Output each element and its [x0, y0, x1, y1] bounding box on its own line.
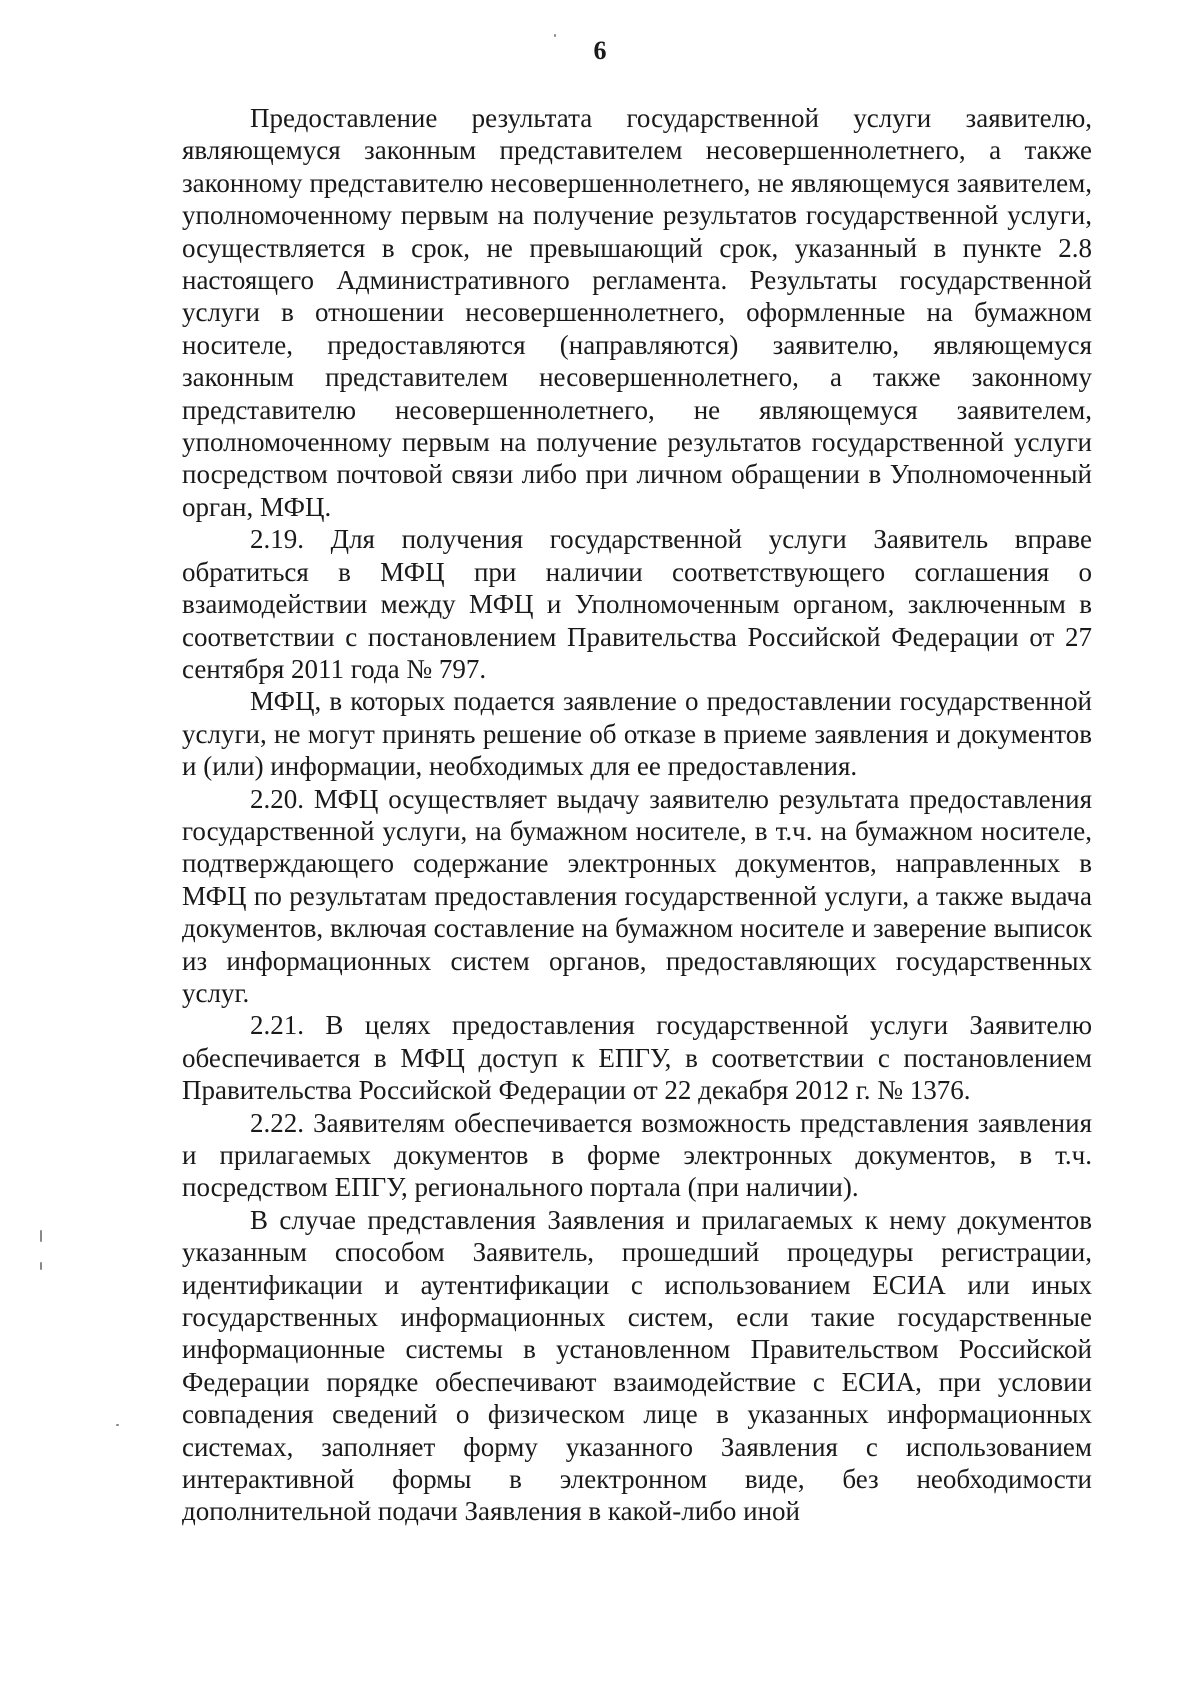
page-number: 6 — [593, 36, 607, 65]
paragraph-2-22: 2.22. Заявителям обеспечивается возможность представления заявления и прилагаемых документов в форме электронных документов, в т.ч. посредством ЕПГУ, регионального портала (при наличии). — [182, 1107, 1092, 1203]
scan-speck — [116, 1424, 119, 1426]
paragraph-electronic-submission: В случае представления Заявления и прилагаемых к нему документов указанным способом Заявитель, прошедший процедуры регистрации, идентификации и аутентификации с использованием ЕСИА или иных государственных информационных систем, если такие государственные информационные системы в установленном Правительством Российской Федерации порядке обеспечивают взаимодействие с ЕСИА, при условии совпадения сведений о физическом лице в указанных информационных системах, заполняет форму указанного Заявления с использованием интерактивной формы в электронном виде, без необходимости дополнительной подачи Заявления в какой-либо иной — [182, 1204, 1092, 1527]
paragraph-result-delivery: Предоставление результата государственной услуги заявителю, являющемуся законным представителем несовершеннолетнего, а также законному представителю несовершеннолетнего, не являющемуся заявителем, уполномоченному первым на получение результатов государственной услуги, осуществляется в срок, не превышающий срок, указанный в пункте 2.8 настоящего Административного регламента. Результаты государственной услуги в отношении несовершеннолетнего, оформленные на бумажном носителе, предоставляются (направляются) заявителю, являющемуся законным представителем несовершеннолетнего, а также законному представителю несовершеннолетнего, не являющемуся заявителем, уполномоченному первым на получение результатов государственной услуги посредством почтовой связи либо при личном обращении в Уполномоченный орган, МФЦ. — [182, 103, 1092, 522]
paragraph-mfc-no-refusal: МФЦ, в которых подается заявление о предоставлении государственной услуги, не могут принять решение об отказе в приеме заявления и документов и (или) информации, необходимых для ее предоставления. — [182, 686, 1092, 782]
scan-speck — [40, 1230, 42, 1242]
paragraph-2-20: 2.20. МФЦ осуществляет выдачу заявителю результата предоставления государственной услуги, на бумажном носителе, в т.ч. на бумажном носителе, подтверждающего содержание электронных документов, направленных в МФЦ по результатам предоставления государственной услуги, а также выдача документов, включая составление на бумажном носителе и заверение выписок из информационных систем органов, предоставляющих государственных услуг. — [182, 783, 1092, 1008]
document-body — [182, 102, 1092, 1528]
scan-speck — [40, 1262, 42, 1270]
scan-speck — [554, 34, 556, 37]
paragraph-2-21: 2.21. В целях предоставления государственной услуги Заявителю обеспечивается в МФЦ доступ к ЕПГУ, в соответствии с постановлением Правительства Российской Федерации от 22 декабря 2012 г. № 1376. — [182, 1010, 1092, 1106]
paragraph-2-19: 2.19. Для получения государственной услуги Заявитель вправе обратиться в МФЦ при наличии соответствующего соглашения о взаимодействии между МФЦ и Уполномоченным органом, заключенным в соответствии с постановлением Правительства Российской Федерации от 27 сентября 2011 года № 797. — [182, 524, 1092, 684]
